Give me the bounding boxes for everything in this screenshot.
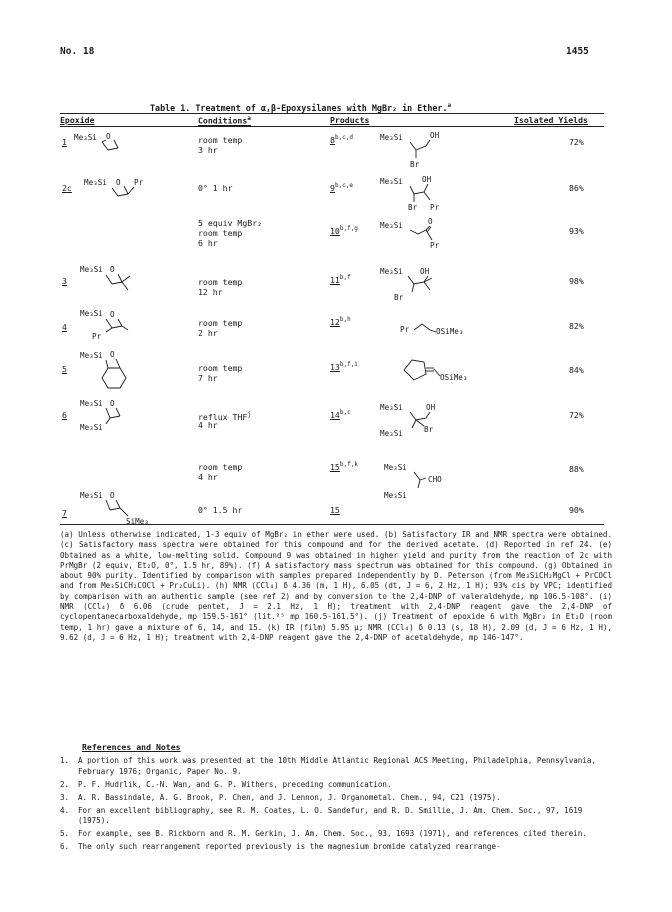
col-header-products: Products xyxy=(330,115,370,125)
epoxide-number: 3 xyxy=(62,276,67,286)
structure-product-15 xyxy=(384,456,474,504)
svg-text:SiMe₃: SiMe₃ xyxy=(126,517,149,526)
conditions-line: 5 equiv MgBr₂ xyxy=(198,218,263,228)
conditions-line: 6 hr xyxy=(198,238,218,248)
epoxide-number: 2c xyxy=(62,183,72,193)
svg-text:Pr: Pr xyxy=(400,325,410,334)
conditions-line: room temp xyxy=(198,135,243,145)
svg-text:Me₃Si: Me₃Si xyxy=(380,133,403,142)
conditions-line: room temp xyxy=(198,363,243,373)
table-footnotes: (a) Unless otherwise indicated, 1-3 equiv of MgBr₂ in ether were used. (b) Satisfactory IR and NMR spectra were obtained. (c) Satisfactory mass spectra were obtained for this compound and for the derived acetate. (d) Reported in ref 24. (e) Obtained as a white, low-melting solid. Compound 9 was obtained in higher yield and purity from the reaction of 2c with PrMgBr (2 equiv, Et₂O, 0°, 1.5 hr, 89%). (f) A satisfactory mass spectrum was obtained for this compound. (g) Obtained in about 90% purity. Identified by comparison with samples prepared independently by D. Peterson (from Me₃SiCH₂MgCl + PrCOCl and from Me₃SiCH₂COCl + Pr₂CuLi). (h) NMR (CCl₄) δ 4.36 (m, 1 H), 6.05 (dt, J = 6, 2 Hz, 1 H); 93% cis by VPC; identified by comparison with an authentic sample (see ref 2) and by conversion to the 2,4-DNP of valeraldehyde, mp 106.5-108°. (i) NMR (CCl₄) δ 6.06 (crude pentet, J = 2.1 Hz, 1 H); treatment with 2,4-DNP reagent gave the 2,4-DNP of cyclopentanecarboxaldehyde, mp 159.5-161° (lit.²⁵ mp 160.5-161.5°). (j) Treatment of epoxide 6 with MgBr₂ in Et₂O (room temp, 1 hr) gave a mixture of 6, 14, and 15. (k) IR (film) 5.95 μ; NMR (CCl₄) δ 0.13 (s, 18 H), 2.09 (d, J = 6 Hz, 1 H), 9.62 (d, J = 6 Hz, 1 H); treatment with 2,4-DNP reagent gave the 2,4-DNP of acetaldehyde, mp 146-147°. xyxy=(60,530,612,642)
structure-product-8 xyxy=(380,128,460,170)
col-header-epoxide: Epoxide xyxy=(60,115,95,125)
svg-text:O: O xyxy=(106,132,111,141)
epoxide-number: 5 xyxy=(62,364,67,374)
yield-value: 72% xyxy=(569,410,584,420)
product-number: 15$^{b,f,k}$ xyxy=(330,461,358,472)
structure-epoxide-2c xyxy=(84,173,164,203)
svg-text:Pr: Pr xyxy=(430,241,440,250)
svg-text:Me₃Si: Me₃Si xyxy=(74,133,97,142)
svg-text:Br: Br xyxy=(394,293,404,302)
product-number: 11$^{b,f}$ xyxy=(330,274,351,285)
conditions-line: 12 hr xyxy=(198,287,223,297)
svg-text:O: O xyxy=(110,265,115,274)
svg-text:Pr: Pr xyxy=(134,178,144,187)
structure-product-9 xyxy=(380,170,470,214)
product-number: 9$^{b,c,e}$ xyxy=(330,182,353,193)
svg-text:O: O xyxy=(110,491,115,500)
structure-product-14 xyxy=(380,398,470,440)
svg-text:Me₃Si: Me₃Si xyxy=(384,463,407,472)
reference-item: 5. For example, see B. Rickborn and R. M. Gerkin, J. Am. Chem. Soc., 93, 1693 (1971), and references cited therein. xyxy=(60,829,587,839)
structure-epoxide-6 xyxy=(80,396,160,436)
structure-product-13 xyxy=(400,352,500,386)
conditions-line: reflux THF$^j$ xyxy=(198,411,251,422)
table-title: Table 1. Treatment of α,β-Epoxysilanes with MgBr₂ in Ether.$^a$ xyxy=(150,102,452,113)
conditions-line: 7 hr xyxy=(198,373,218,383)
col-header-conditions: Conditions$^a$ xyxy=(198,115,251,126)
journal-issue-number: No. 18 xyxy=(60,46,95,57)
page-number: 1455 xyxy=(566,46,589,57)
structure-epoxide-7 xyxy=(80,488,170,528)
svg-text:OSiMe₃: OSiMe₃ xyxy=(436,327,464,336)
reference-item: 4. For an excellent bibliography, see R. M. Coates, L. O. Sandefur, and R. D. Smillie, J. Am. Chem. Soc., 97, 1619 (1975). xyxy=(60,805,583,826)
svg-text:O: O xyxy=(110,399,115,408)
structure-epoxide-5 xyxy=(80,348,160,394)
yield-value: 72% xyxy=(569,137,584,147)
svg-text:O: O xyxy=(116,178,121,187)
product-number: 14$^{b,c}$ xyxy=(330,409,351,420)
references-list xyxy=(60,756,612,855)
table-header-rule xyxy=(60,126,604,127)
yield-value: 98% xyxy=(569,276,584,286)
reference-item: 1. A portion of this work was presented at the 10th Middle Atlantic Regional ACS Meeting, Philadelphia, Pennsylvania, February 1976; Organic, Paper No. 9. xyxy=(60,756,596,776)
svg-text:Me₃Si: Me₃Si xyxy=(80,351,103,360)
svg-text:Me₃Si: Me₃Si xyxy=(80,265,103,274)
svg-text:Me₃Si: Me₃Si xyxy=(84,178,107,187)
svg-text:O: O xyxy=(110,350,115,359)
epoxide-number: 7 xyxy=(62,508,67,518)
svg-text:Me₃Si: Me₃Si xyxy=(80,309,103,318)
conditions-line: room temp xyxy=(198,318,243,328)
svg-text:OH: OH xyxy=(430,131,440,140)
product-number: 10$^{b,f,g}$ xyxy=(330,225,358,236)
product-number: 13$^{b,f,i}$ xyxy=(330,361,358,372)
epoxide-number: 4 xyxy=(62,322,67,332)
reference-item: 6. The only such rearrangement reported previously is the magnesium bromide catalyzed rearrange- xyxy=(60,842,501,852)
conditions-line: 2 hr xyxy=(198,328,218,338)
yield-value: 88% xyxy=(569,464,584,474)
svg-text:O: O xyxy=(110,310,115,319)
conditions-line: 4 hr xyxy=(198,420,218,430)
structure-product-10 xyxy=(380,214,470,256)
svg-text:CHO: CHO xyxy=(428,475,442,484)
conditions-line: room temp xyxy=(198,277,243,287)
product-number: 8$^{b,c,d}$ xyxy=(330,134,353,145)
conditions-line: room temp xyxy=(198,228,243,238)
svg-text:OH: OH xyxy=(422,175,432,184)
product-number: 15 xyxy=(330,505,340,515)
conditions-line: 0° 1.5 hr xyxy=(198,505,243,515)
svg-text:OH: OH xyxy=(426,403,436,412)
structure-epoxide-3 xyxy=(80,260,160,294)
svg-text:Me₃Si: Me₃Si xyxy=(380,177,403,186)
yield-value: 84% xyxy=(569,365,584,375)
svg-text:OSiMe₃: OSiMe₃ xyxy=(440,373,468,382)
structure-epoxide-4 xyxy=(80,306,160,342)
svg-text:Me₃Si: Me₃Si xyxy=(380,403,403,412)
svg-text:Me₃Si: Me₃Si xyxy=(384,491,407,500)
svg-text:Pr: Pr xyxy=(92,332,102,341)
svg-text:Me₃Si: Me₃Si xyxy=(80,399,103,408)
svg-text:Me₃Si: Me₃Si xyxy=(80,491,103,500)
conditions-line: 3 hr xyxy=(198,145,218,155)
svg-text:Br: Br xyxy=(408,203,418,212)
svg-text:Me₃Si: Me₃Si xyxy=(80,423,103,432)
structure-product-11 xyxy=(380,262,470,306)
svg-text:Br: Br xyxy=(424,425,434,434)
conditions-line: 4 hr xyxy=(198,472,218,482)
table-top-rule xyxy=(60,113,604,114)
structure-epoxide-1 xyxy=(74,128,144,158)
svg-text:Me₃Si: Me₃Si xyxy=(380,267,403,276)
yield-value: 90% xyxy=(569,505,584,515)
yield-value: 86% xyxy=(569,183,584,193)
svg-text:Br: Br xyxy=(410,160,420,169)
reference-item: 2. P. F. Hudrlik, C.-N. Wan, and G. P. Withers, preceding communication. xyxy=(60,779,392,789)
yield-value: 93% xyxy=(569,226,584,236)
conditions-line: 0° 1 hr xyxy=(198,183,233,193)
epoxide-number: 6 xyxy=(62,410,67,420)
references-heading: References and Notes xyxy=(82,742,181,752)
reference-item: 3. A. R. Bassindale, A. G. Brook, P. Chen, and J. Lennon, J. Organometal. Chem., 94, C21 (1975). xyxy=(60,792,501,802)
svg-text:OH: OH xyxy=(420,267,430,276)
conditions-line: room temp xyxy=(198,462,243,472)
svg-text:Pr: Pr xyxy=(430,203,440,212)
svg-text:O: O xyxy=(428,217,433,226)
yield-value: 82% xyxy=(569,321,584,331)
col-header-yields: Isolated Yields xyxy=(514,115,588,125)
svg-text:Me₃Si: Me₃Si xyxy=(380,221,403,230)
product-number: 12$^{b,h}$ xyxy=(330,316,351,327)
svg-text:Me₃Si: Me₃Si xyxy=(380,429,403,438)
table-bottom-rule xyxy=(60,524,604,525)
structure-product-12 xyxy=(400,310,500,340)
epoxide-number: 1 xyxy=(62,137,67,147)
